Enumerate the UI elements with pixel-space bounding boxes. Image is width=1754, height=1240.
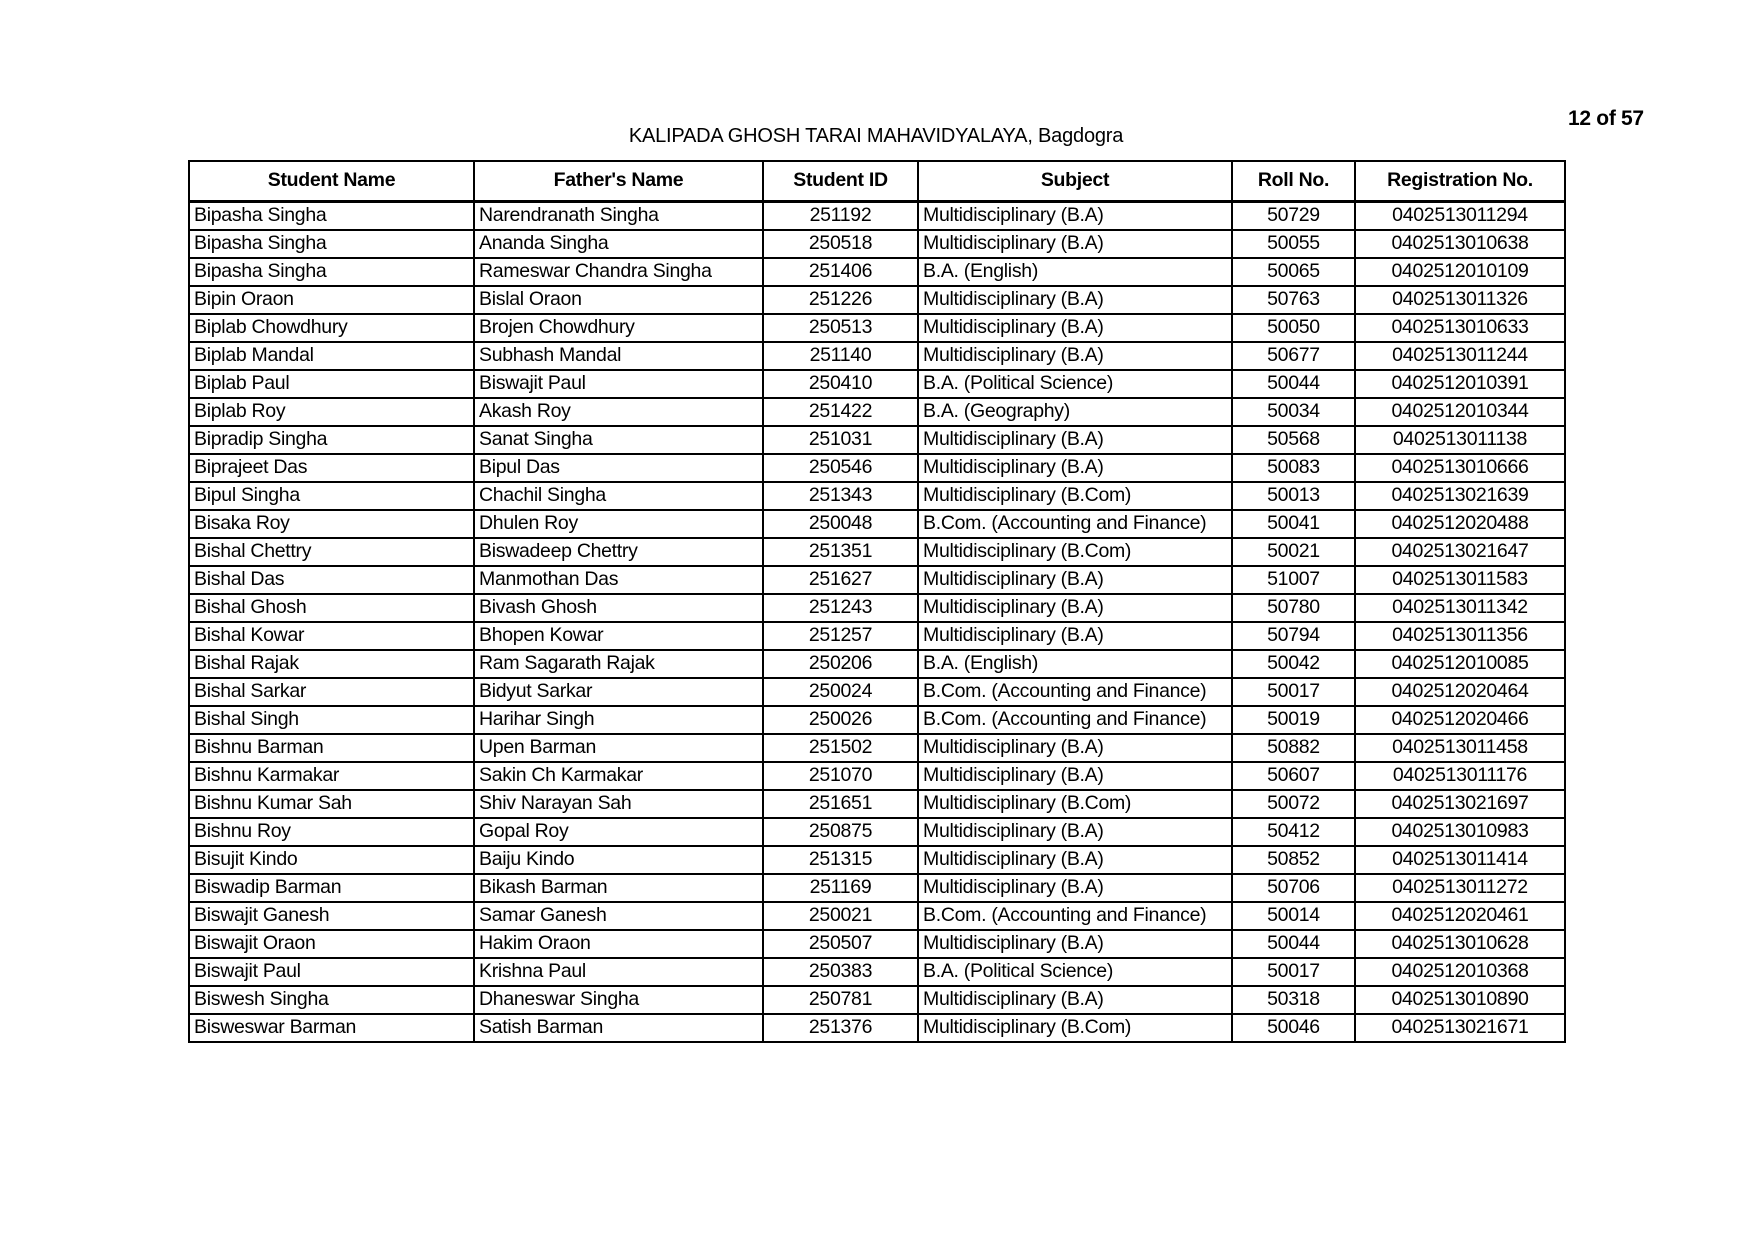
cell-fathers-name: Manmothan Das [474,566,763,594]
cell-roll-no: 50794 [1232,622,1355,650]
table-row [189,790,1565,818]
cell-fathers-name: Rameswar Chandra Singha [474,258,763,286]
cell-registration-no: 0402513010628 [1355,930,1565,958]
cell-student-id: 251422 [763,398,918,426]
table-row [189,1014,1565,1042]
cell-student-name: Bipasha Singha [189,258,474,286]
table-body [189,202,1565,1043]
cell-roll-no: 50019 [1232,706,1355,734]
cell-fathers-name: Dhaneswar Singha [474,986,763,1014]
column-header-subject: Subject [918,161,1232,202]
cell-registration-no: 0402513011458 [1355,734,1565,762]
cell-subject: Multidisciplinary (B.Com) [918,790,1232,818]
cell-student-name: Bishal Singh [189,706,474,734]
cell-registration-no: 0402513010638 [1355,230,1565,258]
cell-student-name: Biswajit Oraon [189,930,474,958]
cell-student-name: Bishnu Barman [189,734,474,762]
cell-roll-no: 50041 [1232,510,1355,538]
cell-fathers-name: Baiju Kindo [474,846,763,874]
cell-fathers-name: Shiv Narayan Sah [474,790,763,818]
column-header-student-id: Student ID [763,161,918,202]
cell-fathers-name: Ram Sagarath Rajak [474,650,763,678]
cell-fathers-name: Akash Roy [474,398,763,426]
cell-roll-no: 50013 [1232,482,1355,510]
cell-fathers-name: Upen Barman [474,734,763,762]
cell-student-name: Biswadip Barman [189,874,474,902]
table-row [189,314,1565,342]
cell-subject: Multidisciplinary (B.A) [918,454,1232,482]
cell-student-id: 250781 [763,986,918,1014]
table-row [189,538,1565,566]
cell-registration-no: 0402512010391 [1355,370,1565,398]
cell-student-id: 251406 [763,258,918,286]
cell-registration-no: 0402513021639 [1355,482,1565,510]
cell-student-name: Bishnu Kumar Sah [189,790,474,818]
cell-registration-no: 0402513021647 [1355,538,1565,566]
cell-student-id: 251192 [763,202,918,231]
cell-registration-no: 0402512010344 [1355,398,1565,426]
cell-roll-no: 50882 [1232,734,1355,762]
cell-student-name: Bishal Kowar [189,622,474,650]
cell-student-name: Bisaka Roy [189,510,474,538]
cell-student-name: Biplab Paul [189,370,474,398]
cell-roll-no: 50065 [1232,258,1355,286]
cell-fathers-name: Brojen Chowdhury [474,314,763,342]
cell-student-id: 251343 [763,482,918,510]
cell-fathers-name: Bislal Oraon [474,286,763,314]
cell-fathers-name: Bipul Das [474,454,763,482]
cell-registration-no: 0402513011326 [1355,286,1565,314]
cell-registration-no: 0402513011244 [1355,342,1565,370]
cell-fathers-name: Bivash Ghosh [474,594,763,622]
cell-roll-no: 50852 [1232,846,1355,874]
cell-student-id: 250026 [763,706,918,734]
cell-roll-no: 50034 [1232,398,1355,426]
cell-student-id: 251257 [763,622,918,650]
table-row [189,846,1565,874]
cell-student-id: 251226 [763,286,918,314]
table-row [189,874,1565,902]
cell-registration-no: 0402512010109 [1355,258,1565,286]
cell-fathers-name: Sanat Singha [474,426,763,454]
cell-student-id: 251502 [763,734,918,762]
cell-student-name: Biswajit Paul [189,958,474,986]
cell-student-id: 251140 [763,342,918,370]
cell-registration-no: 0402512020461 [1355,902,1565,930]
cell-subject: B.Com. (Accounting and Finance) [918,678,1232,706]
table-row [189,762,1565,790]
table-row [189,370,1565,398]
table-row [189,426,1565,454]
cell-student-id: 250024 [763,678,918,706]
cell-subject: B.A. (Political Science) [918,958,1232,986]
table-row [189,930,1565,958]
cell-student-id: 251070 [763,762,918,790]
cell-fathers-name: Samar Ganesh [474,902,763,930]
cell-roll-no: 50318 [1232,986,1355,1014]
cell-student-name: Bipasha Singha [189,202,474,231]
cell-student-name: Biplab Roy [189,398,474,426]
cell-subject: Multidisciplinary (B.Com) [918,482,1232,510]
cell-student-id: 251651 [763,790,918,818]
cell-student-id: 251315 [763,846,918,874]
table-row [189,230,1565,258]
cell-subject: Multidisciplinary (B.A) [918,566,1232,594]
cell-student-name: Bishal Das [189,566,474,594]
table-row [189,706,1565,734]
cell-roll-no: 50729 [1232,202,1355,231]
cell-roll-no: 50083 [1232,454,1355,482]
cell-roll-no: 50780 [1232,594,1355,622]
cell-student-id: 250206 [763,650,918,678]
cell-student-name: Biplab Mandal [189,342,474,370]
cell-roll-no: 50042 [1232,650,1355,678]
table-row [189,986,1565,1014]
table-row [189,650,1565,678]
table-row [189,678,1565,706]
cell-fathers-name: Chachil Singha [474,482,763,510]
cell-subject: Multidisciplinary (B.Com) [918,538,1232,566]
table-row [189,734,1565,762]
table-row [189,594,1565,622]
cell-registration-no: 0402513021697 [1355,790,1565,818]
cell-roll-no: 50763 [1232,286,1355,314]
cell-registration-no: 0402512020466 [1355,706,1565,734]
cell-student-name: Biswajit Ganesh [189,902,474,930]
cell-subject: Multidisciplinary (B.A) [918,986,1232,1014]
column-header-fathers-name: Father's Name [474,161,763,202]
cell-student-name: Bisujit Kindo [189,846,474,874]
table-row [189,202,1565,231]
column-header-registration-no: Registration No. [1355,161,1565,202]
cell-registration-no: 0402513011176 [1355,762,1565,790]
cell-student-name: Bishnu Roy [189,818,474,846]
cell-fathers-name: Bidyut Sarkar [474,678,763,706]
header-row [189,161,1565,202]
cell-subject: Multidisciplinary (B.A) [918,230,1232,258]
cell-registration-no: 0402513011356 [1355,622,1565,650]
cell-roll-no: 50044 [1232,370,1355,398]
table-row [189,902,1565,930]
cell-subject: B.Com. (Accounting and Finance) [918,706,1232,734]
cell-roll-no: 50021 [1232,538,1355,566]
cell-subject: Multidisciplinary (B.A) [918,342,1232,370]
cell-roll-no: 50607 [1232,762,1355,790]
cell-student-id: 251243 [763,594,918,622]
cell-fathers-name: Biswadeep Chettry [474,538,763,566]
table-row [189,482,1565,510]
cell-student-id: 250513 [763,314,918,342]
cell-student-name: Bishal Ghosh [189,594,474,622]
cell-student-name: Bipin Oraon [189,286,474,314]
cell-roll-no: 50017 [1232,678,1355,706]
cell-subject: B.A. (English) [918,258,1232,286]
cell-subject: Multidisciplinary (B.A) [918,202,1232,231]
column-header-roll-no: Roll No. [1232,161,1355,202]
cell-subject: B.A. (Political Science) [918,370,1232,398]
cell-registration-no: 0402512010085 [1355,650,1565,678]
table-row [189,958,1565,986]
cell-student-name: Bishal Rajak [189,650,474,678]
cell-subject: B.Com. (Accounting and Finance) [918,510,1232,538]
cell-student-name: Bipasha Singha [189,230,474,258]
cell-registration-no: 0402513011272 [1355,874,1565,902]
cell-roll-no: 50044 [1232,930,1355,958]
cell-student-name: Biprajeet Das [189,454,474,482]
cell-student-id: 250048 [763,510,918,538]
cell-student-id: 250875 [763,818,918,846]
cell-subject: B.A. (English) [918,650,1232,678]
cell-registration-no: 0402512020488 [1355,510,1565,538]
cell-fathers-name: Hakim Oraon [474,930,763,958]
cell-registration-no: 0402513011342 [1355,594,1565,622]
cell-student-name: Bisweswar Barman [189,1014,474,1042]
cell-registration-no: 0402513021671 [1355,1014,1565,1042]
cell-registration-no: 0402512020464 [1355,678,1565,706]
cell-subject: Multidisciplinary (B.A) [918,622,1232,650]
cell-fathers-name: Gopal Roy [474,818,763,846]
cell-roll-no: 50677 [1232,342,1355,370]
cell-registration-no: 0402513011583 [1355,566,1565,594]
cell-fathers-name: Subhash Mandal [474,342,763,370]
cell-student-id: 251351 [763,538,918,566]
cell-registration-no: 0402513010890 [1355,986,1565,1014]
cell-student-id: 251627 [763,566,918,594]
table-row [189,510,1565,538]
cell-fathers-name: Bikash Barman [474,874,763,902]
column-header-student-name: Student Name [189,161,474,202]
cell-roll-no: 50046 [1232,1014,1355,1042]
table-row [189,566,1565,594]
cell-fathers-name: Sakin Ch Karmakar [474,762,763,790]
cell-subject: Multidisciplinary (B.A) [918,818,1232,846]
cell-roll-no: 50568 [1232,426,1355,454]
cell-roll-no: 50050 [1232,314,1355,342]
cell-student-id: 250518 [763,230,918,258]
cell-fathers-name: Satish Barman [474,1014,763,1042]
cell-registration-no: 0402513010983 [1355,818,1565,846]
cell-registration-no: 0402513010633 [1355,314,1565,342]
table-row [189,342,1565,370]
cell-roll-no: 51007 [1232,566,1355,594]
cell-subject: Multidisciplinary (B.A) [918,846,1232,874]
cell-student-id: 251169 [763,874,918,902]
cell-subject: Multidisciplinary (B.A) [918,930,1232,958]
cell-subject: Multidisciplinary (B.A) [918,426,1232,454]
cell-roll-no: 50014 [1232,902,1355,930]
cell-student-id: 250383 [763,958,918,986]
cell-subject: Multidisciplinary (B.Com) [918,1014,1232,1042]
page-title: KALIPADA GHOSH TARAI MAHAVIDYALAYA, Bagdogra [628,125,1124,147]
cell-registration-no: 0402513011294 [1355,202,1565,231]
cell-fathers-name: Narendranath Singha [474,202,763,231]
cell-subject: Multidisciplinary (B.A) [918,594,1232,622]
page-indicator: 12 of 57 [1568,107,1644,130]
cell-fathers-name: Ananda Singha [474,230,763,258]
cell-student-id: 251031 [763,426,918,454]
cell-subject: B.Com. (Accounting and Finance) [918,902,1232,930]
cell-roll-no: 50412 [1232,818,1355,846]
cell-roll-no: 50706 [1232,874,1355,902]
cell-student-name: Bishal Chettry [189,538,474,566]
table-row [189,622,1565,650]
cell-roll-no: 50072 [1232,790,1355,818]
cell-subject: Multidisciplinary (B.A) [918,874,1232,902]
cell-student-id: 250546 [763,454,918,482]
cell-subject: Multidisciplinary (B.A) [918,734,1232,762]
cell-fathers-name: Biswajit Paul [474,370,763,398]
cell-subject: Multidisciplinary (B.A) [918,314,1232,342]
cell-student-name: Bishnu Karmakar [189,762,474,790]
cell-student-id: 250410 [763,370,918,398]
cell-fathers-name: Krishna Paul [474,958,763,986]
cell-student-name: Biswesh Singha [189,986,474,1014]
cell-fathers-name: Dhulen Roy [474,510,763,538]
table-row [189,398,1565,426]
table-header [189,161,1565,202]
cell-student-name: Bipul Singha [189,482,474,510]
table-row [189,818,1565,846]
table-row [189,258,1565,286]
cell-registration-no: 0402513011138 [1355,426,1565,454]
cell-student-id: 251376 [763,1014,918,1042]
cell-roll-no: 50055 [1232,230,1355,258]
cell-fathers-name: Bhopen Kowar [474,622,763,650]
cell-student-name: Bishal Sarkar [189,678,474,706]
cell-subject: Multidisciplinary (B.A) [918,762,1232,790]
cell-registration-no: 0402512010368 [1355,958,1565,986]
table-row [189,454,1565,482]
student-roster-table [188,160,1566,1043]
cell-student-name: Biplab Chowdhury [189,314,474,342]
table-row [189,286,1565,314]
cell-student-id: 250021 [763,902,918,930]
cell-registration-no: 0402513011414 [1355,846,1565,874]
cell-subject: B.A. (Geography) [918,398,1232,426]
cell-roll-no: 50017 [1232,958,1355,986]
cell-student-name: Bipradip Singha [189,426,474,454]
cell-registration-no: 0402513010666 [1355,454,1565,482]
cell-student-id: 250507 [763,930,918,958]
cell-fathers-name: Harihar Singh [474,706,763,734]
cell-subject: Multidisciplinary (B.A) [918,286,1232,314]
